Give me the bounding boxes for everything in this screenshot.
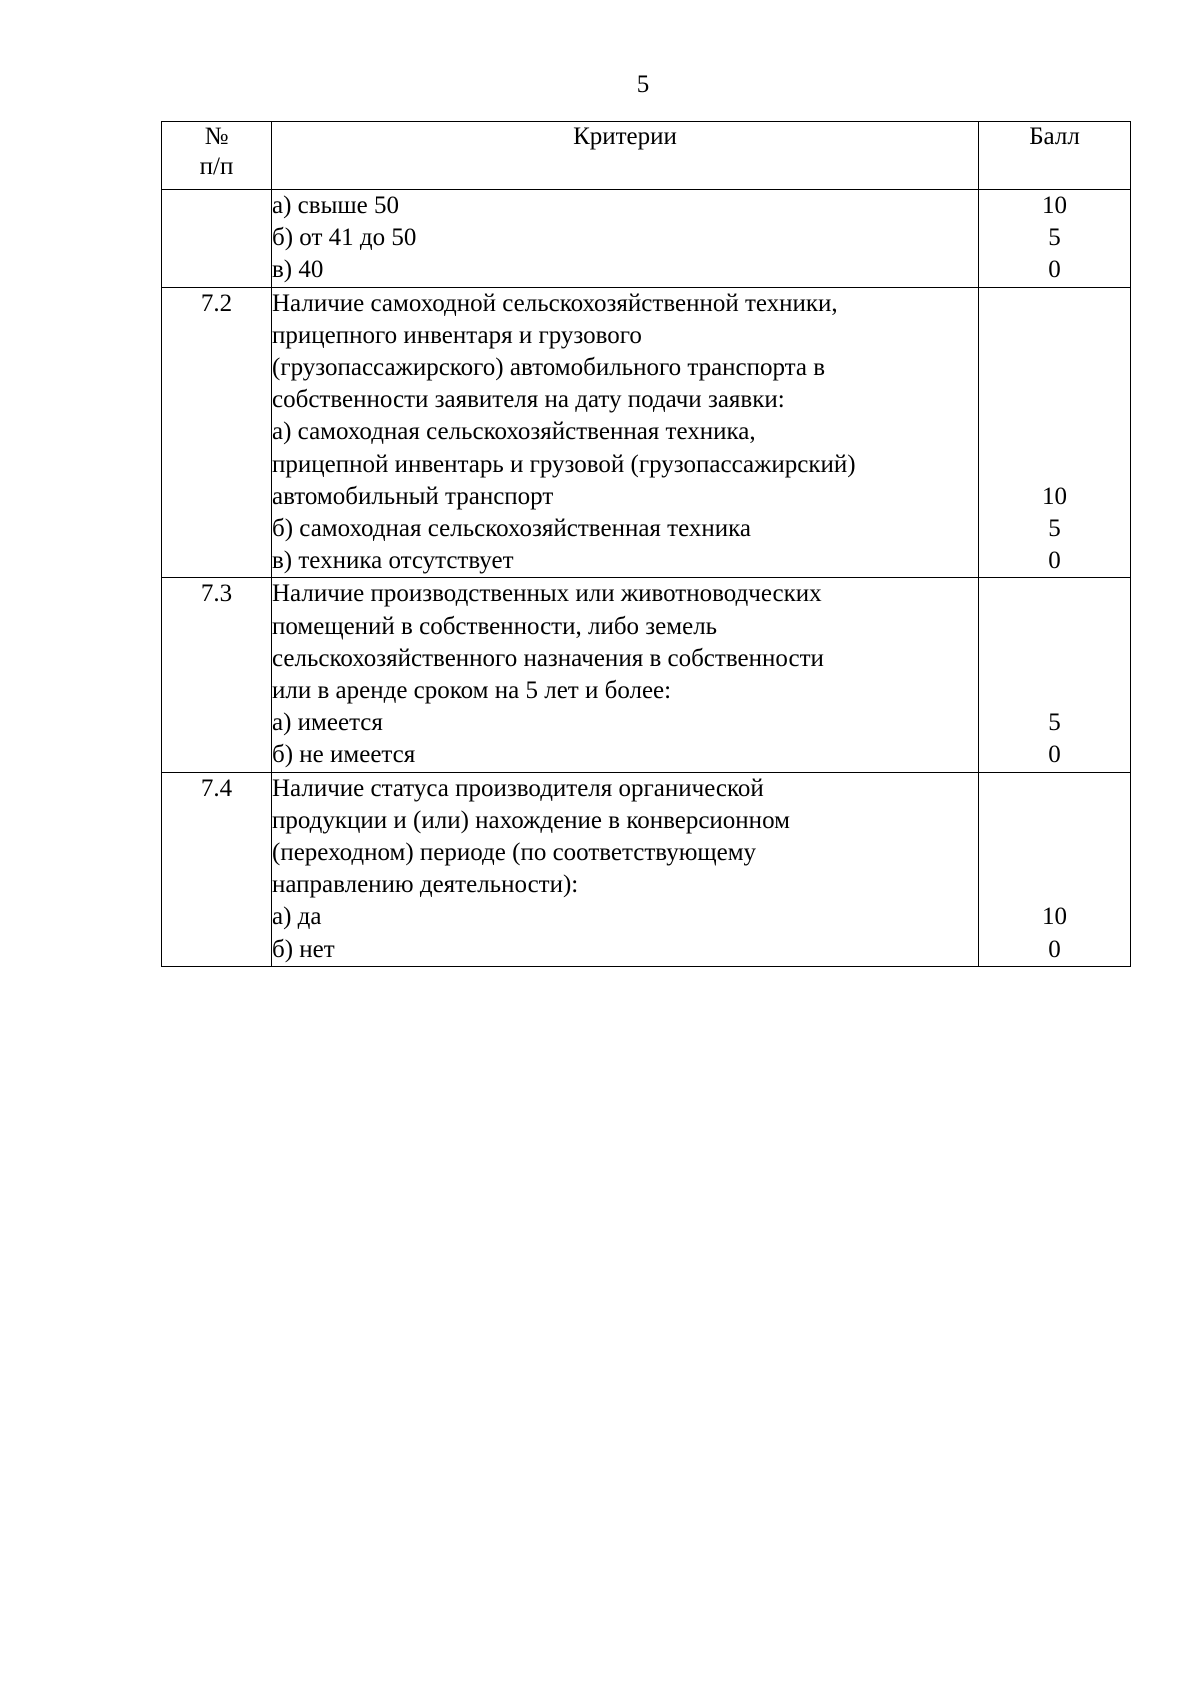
score-value (979, 869, 1130, 901)
criteria-line: Наличие самоходной сельскохозяйственной техники, (272, 289, 838, 317)
criteria-line: прицепной инвентарь и грузовой (грузопассажирский) (272, 450, 856, 478)
criteria-line: прицепного инвентаря и грузового (272, 321, 642, 349)
criteria-line: в) 40 (272, 256, 324, 284)
score-value (979, 320, 1130, 352)
row-score (979, 287, 1131, 578)
table-body (162, 190, 1131, 967)
score-value (979, 449, 1130, 481)
criteria-line: направлению деятельности): (272, 871, 579, 899)
row-number (162, 190, 272, 288)
row-criteria (272, 287, 979, 578)
row-number: 7.2 (162, 287, 272, 578)
criteria-line: б) самоходная сельскохозяйственная техника (272, 515, 751, 543)
header-criteria: Критерии (272, 122, 979, 190)
row-score (979, 190, 1131, 288)
score-value (979, 578, 1130, 610)
row-criteria (272, 190, 979, 288)
page-number: 5 (636, 71, 650, 98)
table-row (162, 287, 1131, 578)
score-value: 0 (1048, 547, 1061, 575)
score-value (979, 643, 1130, 675)
header-number-abbrev: п/п (199, 153, 234, 180)
row-number: 7.3 (162, 578, 272, 772)
score-value: 10 (1042, 192, 1067, 219)
score-value (979, 611, 1130, 643)
criteria-line: (грузопассажирского) автомобильного транспорта в (272, 354, 826, 382)
criteria-line: б) от 41 до 50 (272, 224, 417, 252)
score-value: 10 (1042, 482, 1067, 510)
row-score (979, 772, 1131, 966)
criteria-table (161, 121, 1131, 967)
criteria-line: помещений в собственности, либо земель (272, 612, 718, 640)
score-value: 5 (1048, 709, 1061, 737)
row-criteria (272, 578, 979, 772)
criteria-line: или в аренде сроком на 5 лет и более: (272, 677, 672, 705)
score-value (979, 773, 1130, 805)
score-value: 0 (1048, 256, 1061, 284)
row-score (979, 578, 1131, 772)
score-value: 5 (1048, 224, 1061, 252)
score-value (979, 288, 1130, 320)
score-value (979, 384, 1130, 416)
table-row (162, 578, 1131, 772)
criteria-line: сельскохозяйственного назначения в собственности (272, 644, 824, 672)
score-value: 0 (1048, 935, 1061, 963)
criteria-line: автомобильный транспорт (272, 482, 554, 510)
table-header-row (162, 122, 1131, 190)
score-value (979, 416, 1130, 448)
score-value: 10 (1042, 903, 1067, 931)
criteria-line: а) самоходная сельскохозяйственная техника, (272, 418, 756, 446)
header-score: Балл (979, 122, 1131, 190)
criteria-line: а) свыше 50 (272, 192, 399, 219)
score-value (979, 805, 1130, 837)
score-value (979, 837, 1130, 869)
criteria-line: (переходном) периоде (по соответствующему (272, 839, 757, 867)
row-criteria (272, 772, 979, 966)
header-number-symbol: № (204, 123, 229, 150)
criteria-line: в) техника отсутствует (272, 547, 514, 575)
table-row (162, 190, 1131, 288)
score-value: 0 (1048, 741, 1061, 769)
criteria-line: Наличие статуса производителя органической (272, 774, 764, 802)
header-number (162, 122, 272, 190)
score-value: 5 (1048, 514, 1061, 542)
score-value (979, 675, 1130, 707)
table-row (162, 772, 1131, 966)
criteria-line: Наличие производственных или животноводческих (272, 580, 822, 608)
criteria-line: б) нет (272, 935, 335, 963)
criteria-line: а) да (272, 903, 322, 931)
criteria-line: продукции и (или) нахождение в конверсионном (272, 806, 790, 834)
criteria-line: а) имеется (272, 709, 383, 737)
score-value (979, 352, 1130, 384)
row-number: 7.4 (162, 772, 272, 966)
criteria-line: собственности заявителя на дату подачи заявки: (272, 386, 785, 414)
criteria-line: б) не имеется (272, 741, 416, 769)
